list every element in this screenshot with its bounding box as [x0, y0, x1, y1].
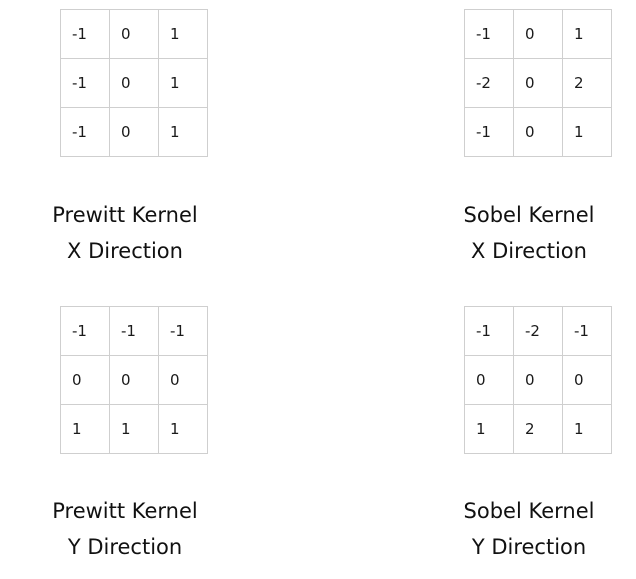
kernel-cell: -2 [465, 59, 514, 108]
kernel-cell: -1 [465, 307, 514, 356]
sobel-x-caption [419, 197, 636, 269]
kernel-cell: 1 [61, 405, 110, 454]
kernel-row [61, 356, 208, 405]
kernel-row [61, 108, 208, 157]
kernel-cell: 1 [159, 10, 208, 59]
kernel-row [61, 405, 208, 454]
sobel-y-kernel-grid [464, 306, 612, 454]
kernel-cell: 1 [110, 405, 159, 454]
kernel-cell: -1 [159, 307, 208, 356]
kernel-cell: 2 [563, 59, 612, 108]
kernel-cell: 0 [61, 356, 110, 405]
kernel-cell: -1 [110, 307, 159, 356]
kernel-cell: 1 [563, 10, 612, 59]
kernel-cell: 1 [159, 59, 208, 108]
kernel-name: Prewitt Kernel [52, 203, 198, 227]
kernel-cell: 1 [563, 108, 612, 157]
kernel-row [465, 59, 612, 108]
kernel-cell: 0 [514, 10, 563, 59]
kernel-cell: 0 [514, 108, 563, 157]
kernel-row [61, 307, 208, 356]
prewitt-x-kernel-grid [60, 9, 208, 157]
kernel-direction: X Direction [471, 239, 587, 263]
kernel-cell: 0 [110, 356, 159, 405]
kernel-row [465, 108, 612, 157]
kernel-name: Prewitt Kernel [52, 499, 198, 523]
kernel-cell: 0 [514, 356, 563, 405]
kernel-cell: 1 [563, 405, 612, 454]
kernel-row [61, 10, 208, 59]
kernel-cell: -1 [465, 10, 514, 59]
kernel-cell: 0 [110, 10, 159, 59]
kernel-cell: 0 [465, 356, 514, 405]
sobel-y-caption [419, 493, 636, 565]
kernel-cell: 0 [110, 108, 159, 157]
kernel-row [465, 10, 612, 59]
kernel-cell: -1 [563, 307, 612, 356]
kernel-cell: -1 [465, 108, 514, 157]
kernel-name: Sobel Kernel [463, 499, 595, 523]
kernel-cell: -1 [61, 59, 110, 108]
kernel-direction: X Direction [67, 239, 183, 263]
kernel-row [465, 405, 612, 454]
prewitt-x-caption [15, 197, 235, 269]
kernel-direction: Y Direction [471, 535, 587, 559]
kernel-cell: 0 [563, 356, 612, 405]
kernel-cell: 2 [514, 405, 563, 454]
kernel-name: Sobel Kernel [463, 203, 595, 227]
prewitt-y-kernel-grid [60, 306, 208, 454]
kernel-cell: 0 [159, 356, 208, 405]
kernel-cell: -1 [61, 307, 110, 356]
kernel-cell: -1 [61, 10, 110, 59]
prewitt-y-caption [15, 493, 235, 565]
kernel-direction: Y Direction [67, 535, 183, 559]
kernel-cell: 1 [465, 405, 514, 454]
kernel-row [61, 59, 208, 108]
kernel-cell: 1 [159, 108, 208, 157]
kernel-cell: -2 [514, 307, 563, 356]
kernel-row [465, 356, 612, 405]
kernel-cell: 1 [159, 405, 208, 454]
kernel-row [465, 307, 612, 356]
sobel-x-kernel-grid [464, 9, 612, 157]
kernel-cell: 0 [514, 59, 563, 108]
kernel-cell: 0 [110, 59, 159, 108]
kernel-cell: -1 [61, 108, 110, 157]
